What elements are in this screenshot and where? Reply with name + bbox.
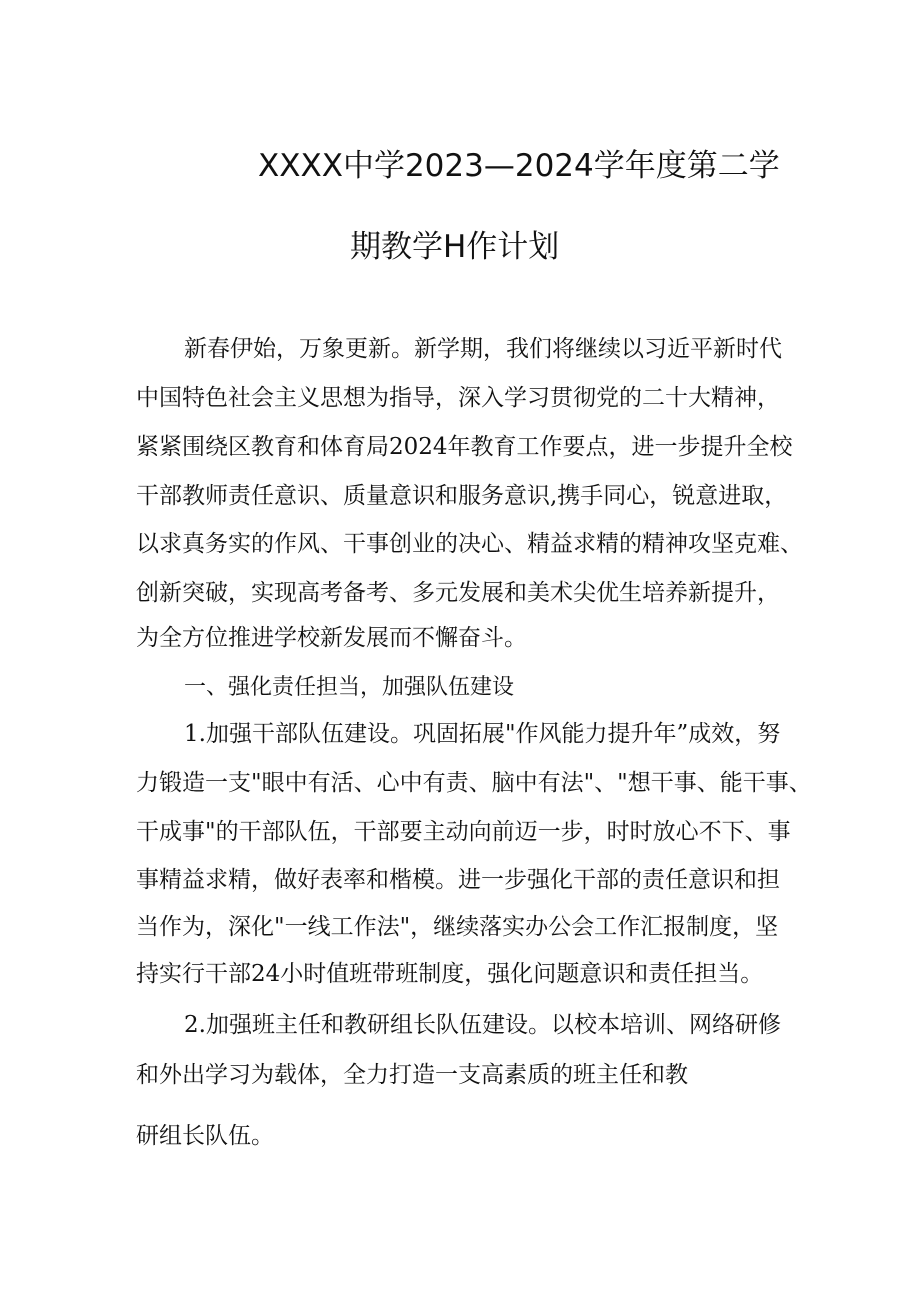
paragraph-line: 力锻造一支"眼中有活、心中有责、脑中有法"、"想干事、能干事、 [136, 770, 812, 796]
paragraph-line: 1.加强干部队伍建设。巩固拓展"作风能力提升年”成效，努 [184, 721, 781, 747]
paragraph-line: 创新突破，实现高考备考、多元发展和美术尖优生培养新提升， [136, 580, 780, 606]
document-title-line-1: XXXX中学2023—2024学年度第二学 [258, 148, 780, 184]
paragraph-line: 干成事"的干部队伍，干部要主动向前迈一步，时时放心不下、事 [136, 819, 791, 845]
paragraph-line: 事精益求精，做好表率和楷模。进一步强化干部的责任意识和担 [136, 867, 780, 893]
paragraph-line: 和外出学习为载体，全力打造一支高素质的班主任和教 [136, 1062, 688, 1088]
paragraph-line: 为全方位推进学校新发展而不懈奋斗。 [136, 625, 527, 651]
paragraph-line: 以求真务实的作风、干事创业的决心、精益求精的精神攻坚克难、 [136, 531, 803, 557]
paragraph-line: 当作为，深化"一线工作法"，继续落实办公会工作汇报制度，坚 [136, 914, 779, 940]
paragraph-line: 中国特色社会主义思想为指导，深入学习贯彻党的二十大精神， [136, 385, 780, 411]
paragraph-line: 研组长队伍。 [136, 1123, 274, 1149]
section-heading: 一、强化责任担当，加强队伍建设 [184, 675, 515, 700]
paragraph-line: 2.加强班主任和教研组长队伍建设。以校本培训、网络研修 [184, 1012, 781, 1038]
document-title-line-2: 期教学H作计划 [350, 229, 560, 265]
paragraph-line: 干部教师责任意识、质量意识和服务意识,携手同心，锐意进取， [136, 483, 788, 509]
paragraph-line: 紧紧围绕区教育和体育局2024年教育工作要点，进一步提升全校 [136, 434, 793, 460]
paragraph-line: 新春伊始，万象更新。新学期，我们将继续以习近平新时代 [184, 336, 782, 362]
paragraph-line: 持实行干部24小时值班带班制度，强化问题意识和责任担当。 [136, 961, 764, 987]
